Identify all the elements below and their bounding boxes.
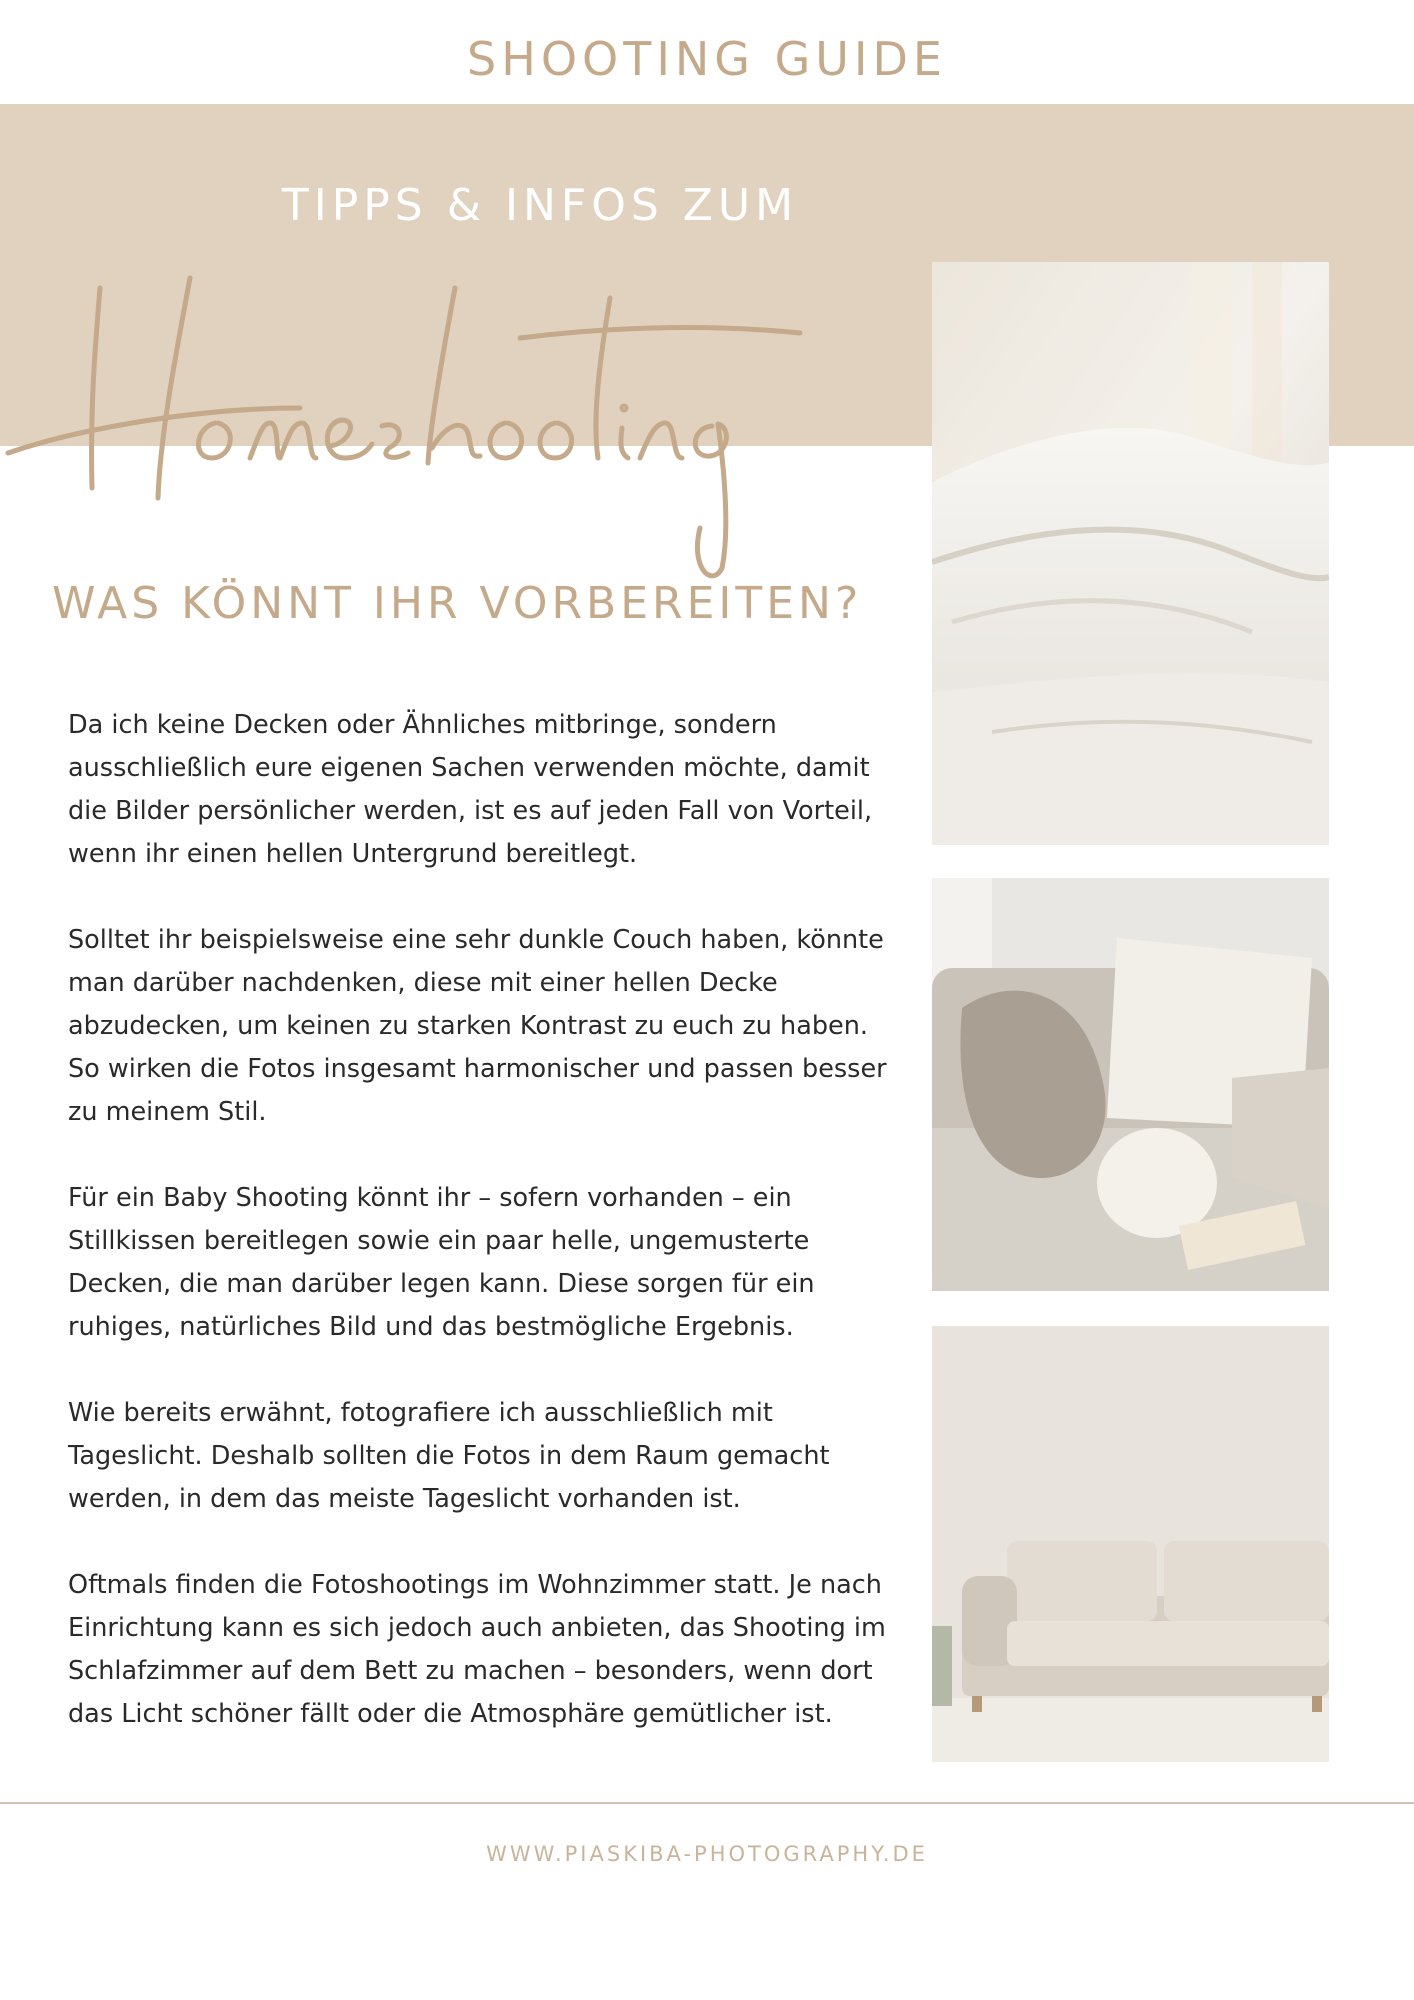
paragraph: Solltet ihr beispielsweise eine sehr dunkle Couch haben, könnte man darüber nachdenken, diese mit einer hellen Decke abzudecken, um keinen zu starken Kontrast zu euch zu haben. So wirken die Fotos insgesamt harmonischer und passen besser zu meinem Stil. [68, 925, 887, 1127]
paragraph: Für ein Baby Shooting könnt ihr – sofern vorhanden – ein Stillkissen bereitlegen sowie ein paar helle, ungemusterte Decken, die man darüber legen kann. Diese sorgen für ein ruhiges, natürliches Bild und das bestmögliche Ergebnis. [68, 1183, 815, 1342]
body-copy [68, 704, 898, 1779]
website-url[interactable]: WWW.PIASKIBA-PHOTOGRAPHY.DE [486, 1842, 928, 1866]
section-heading: WAS KÖNNT IHR VORBEREITEN? [52, 578, 863, 629]
bed-linen-photo [932, 262, 1329, 845]
homeshooting-script-lettering [0, 258, 900, 588]
script-title-wordmark [0, 258, 900, 588]
footer-divider [0, 1802, 1414, 1804]
couch-pillows-photo [932, 878, 1329, 1291]
paragraph: Oftmals finden die Fotoshootings im Wohnzimmer statt. Je nach Einrichtung kann es sich jedoch auch anbieten, das Shooting im Schlafzimmer auf dem Bett zu machen – besonders, wenn dort das Licht schöner fällt oder die Atmosphäre gemütlicher ist. [68, 1570, 886, 1729]
paragraph: Wie bereits erwähnt, fotografiere ich ausschließlich mit Tageslicht. Deshalb sollten die Fotos in dem Raum gemacht werden, in dem das meiste Tageslicht vorhanden ist. [68, 1398, 830, 1514]
script-title-text [30, 518, 31, 519]
hero-kicker: TIPPS & INFOS ZUM [281, 180, 799, 231]
guide-title: SHOOTING GUIDE [467, 32, 947, 86]
paragraph: Da ich keine Decken oder Ähnliches mitbringe, sondern ausschließlich eure eigenen Sachen verwenden möchte, damit die Bilder persönlicher werden, ist es auf jeden Fall von Vorteil, wenn ihr einen hellen Untergrund bereitlegt. [68, 710, 873, 869]
beige-sofa-photo [932, 1326, 1329, 1762]
